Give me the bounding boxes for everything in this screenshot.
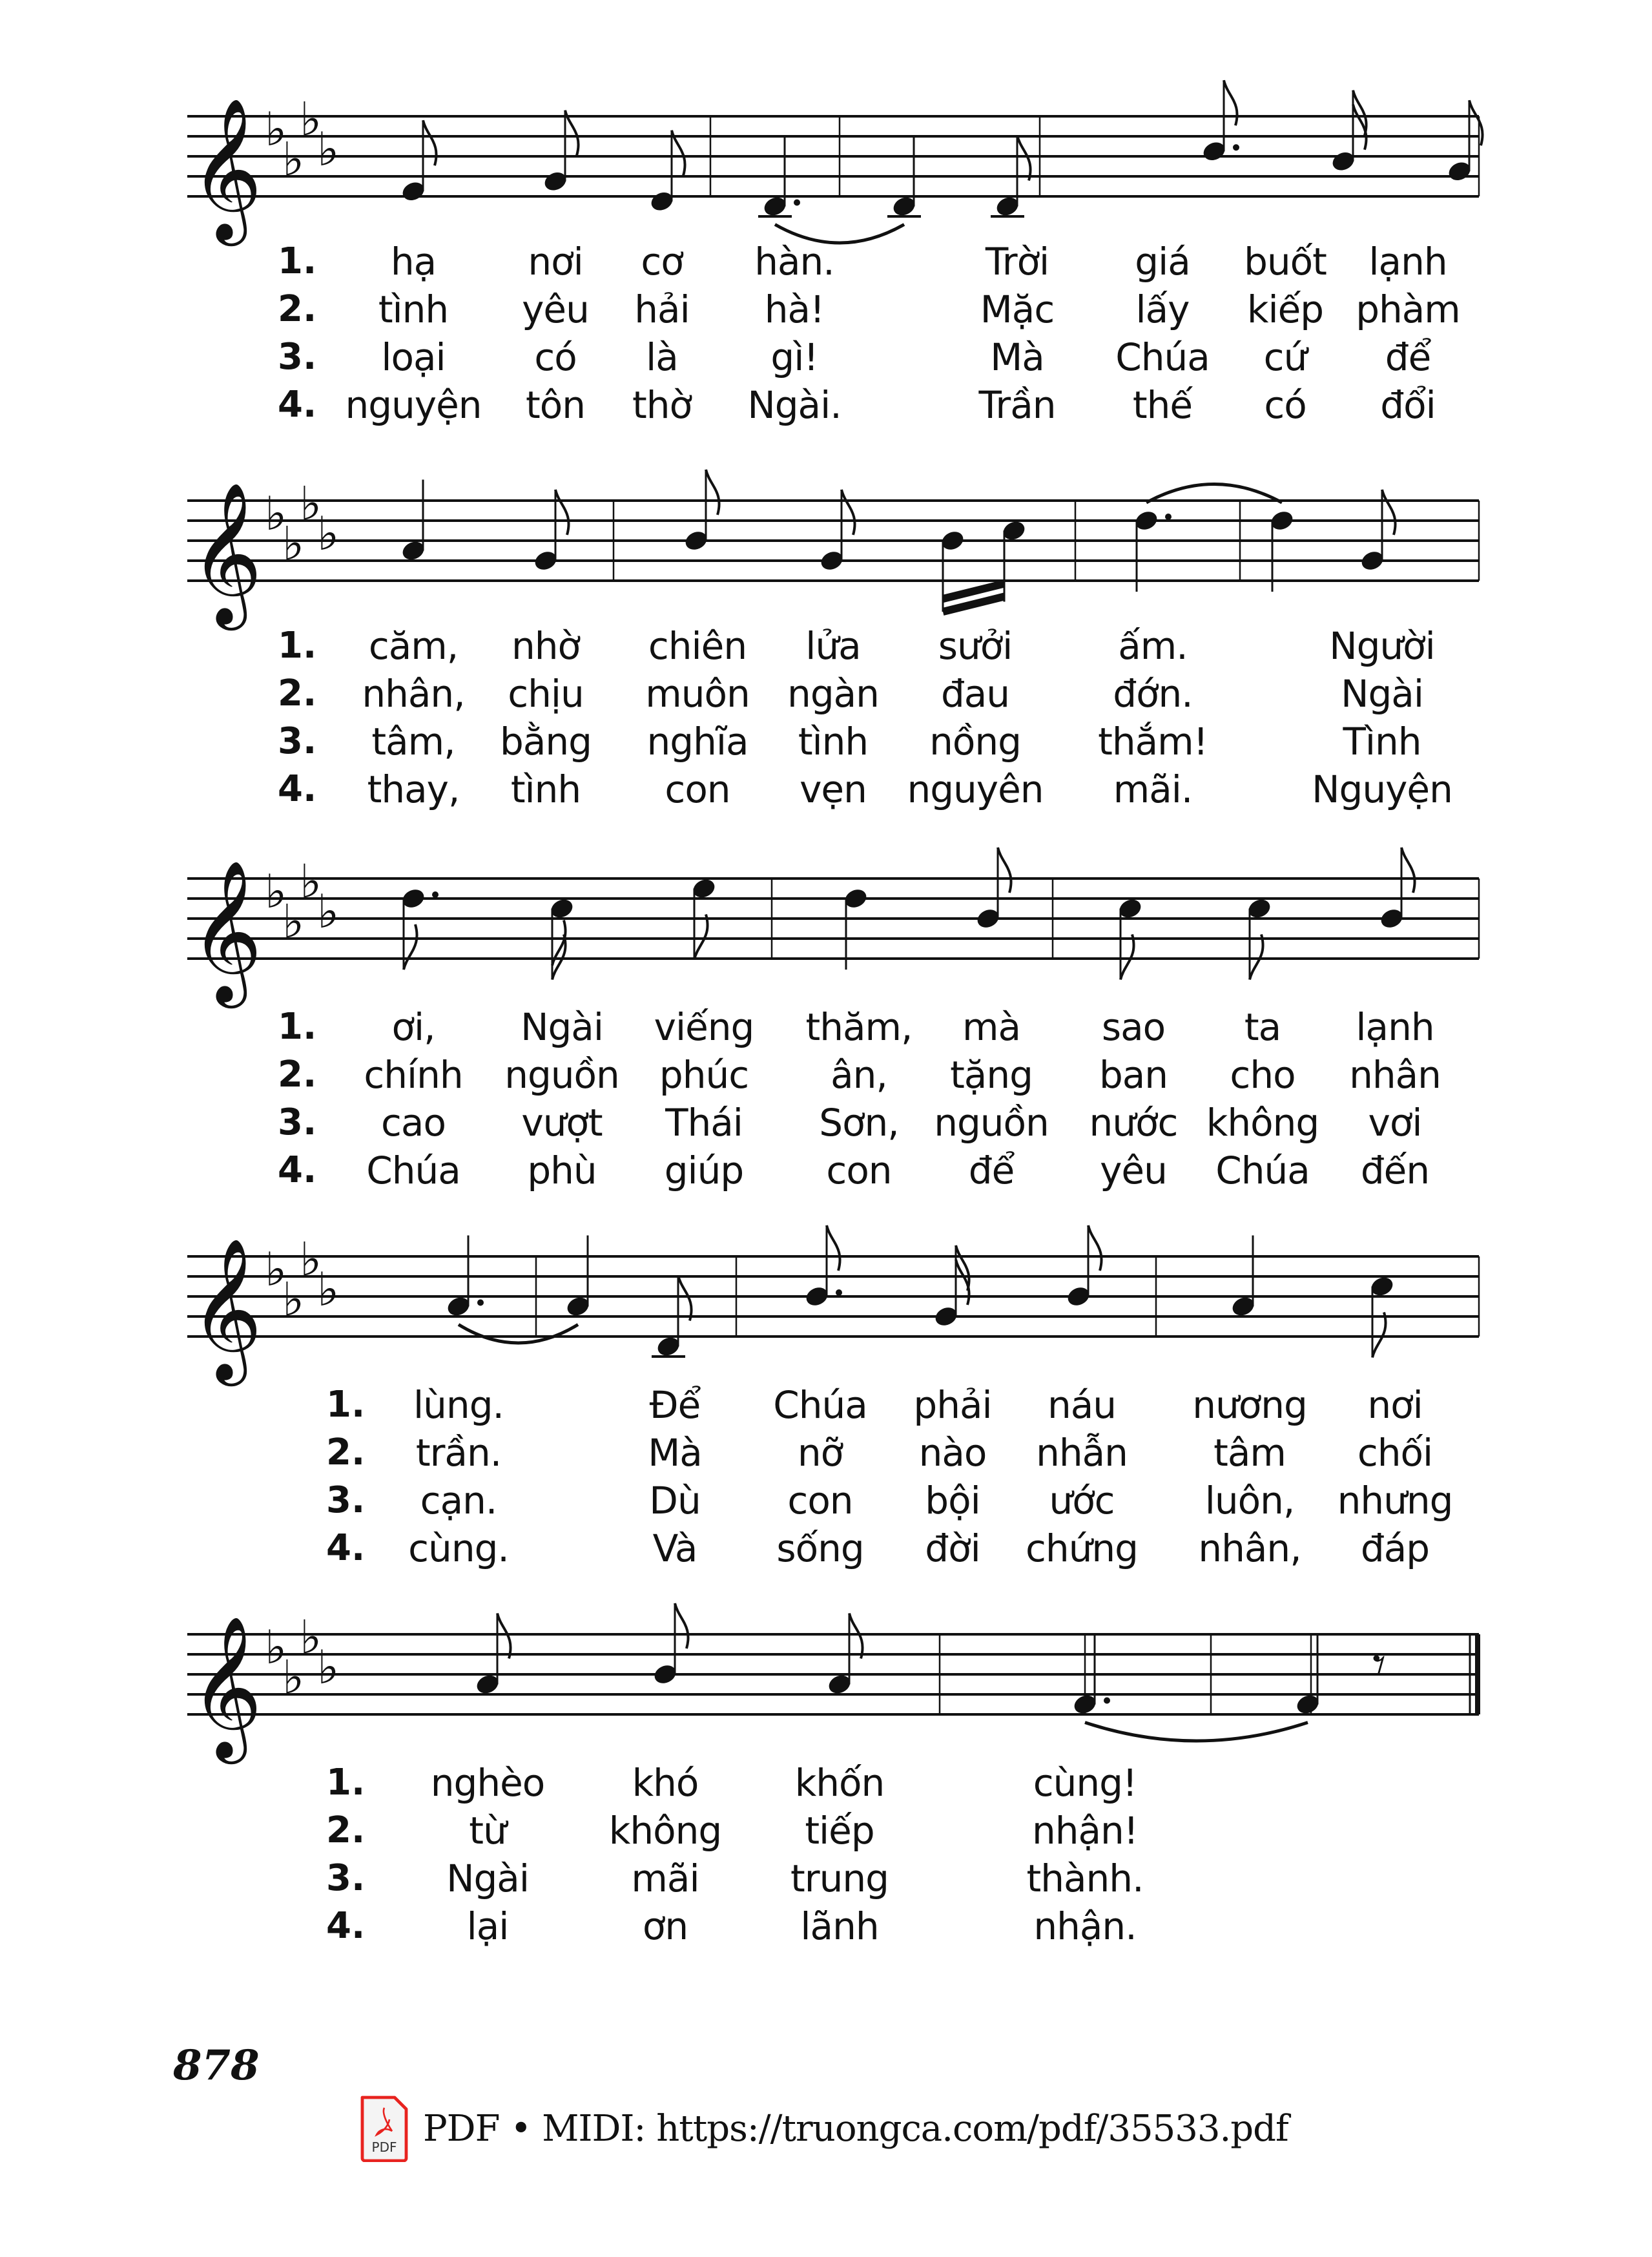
lyric-syllable: tâm (1213, 1431, 1286, 1475)
lyric-syllable: đổi (1380, 383, 1436, 427)
note-quarter (842, 886, 869, 970)
flat-icon: ♭ (282, 516, 304, 571)
lyric-syllable: nguồn (934, 1101, 1049, 1145)
lyric-syllable: Và (652, 1526, 697, 1570)
flat-icon: ♭ (300, 476, 322, 531)
lyric-syllable: trung (790, 1857, 889, 1900)
lyric-syllable: nhân, (1198, 1526, 1301, 1570)
verse-line (0, 287, 1652, 332)
lyric-syllable: sống (776, 1526, 864, 1570)
lyric-syllable: Mặc (980, 287, 1055, 331)
lyric-syllable: tôn (526, 383, 585, 427)
lyric-syllable: gì! (770, 335, 818, 379)
lyric-syllable: Tình (1343, 720, 1421, 764)
lyric-syllable: nguồn (504, 1053, 619, 1097)
flat-icon: ♭ (317, 506, 339, 561)
verse-number: 1. (278, 625, 317, 667)
lyric-syllable: mà (962, 1005, 1021, 1049)
flat-icon: ♭ (265, 1620, 287, 1674)
lyric-syllable: Sơn, (819, 1101, 899, 1145)
pdf-file-icon (358, 2095, 410, 2162)
verse-number: 3. (278, 1101, 317, 1143)
verse-line (0, 1100, 1652, 1145)
lyric-syllable: nghèo (430, 1761, 545, 1805)
flat-icon: ♭ (317, 122, 339, 176)
lyric-syllable: đau (940, 672, 1010, 716)
lyric-syllable: buốt (1244, 240, 1327, 284)
lyric-syllable: cạn. (420, 1479, 497, 1523)
lyric-syllable: Ngài (446, 1857, 529, 1900)
lyric-syllable: Chúa (366, 1149, 460, 1192)
lyric-syllable: Ngài. (747, 383, 841, 427)
footer-link-text[interactable]: PDF • MIDI: https://truongca.com/pdf/35533.pdf (423, 2107, 1288, 2150)
verse-number: 1. (326, 1384, 366, 1426)
lyric-syllable: con (665, 767, 730, 811)
lyric-syllable: để (1385, 335, 1431, 379)
verse-line (0, 1052, 1652, 1097)
note-eighth (1446, 100, 1482, 183)
lyric-syllable: cùng! (1033, 1761, 1137, 1805)
note-eighth (400, 120, 436, 203)
tie (1085, 1723, 1308, 1742)
lyric-syllable: Nguyện (1312, 767, 1452, 811)
flat-icon: ♭ (317, 1262, 339, 1316)
note-eighth (542, 110, 578, 194)
lyric-syllable: nơi (528, 240, 583, 284)
lyric-syllable: ơn (642, 1904, 688, 1948)
lyric-syllable: sao (1101, 1005, 1166, 1049)
lyric-syllable: vẹn (800, 767, 867, 811)
note-sixteenth (1330, 90, 1366, 174)
lyric-syllable: Thái (665, 1101, 743, 1145)
lyric-syllable: có (534, 335, 577, 379)
verse-line (0, 1382, 1652, 1428)
lyric-syllable: nguyện (345, 383, 482, 427)
lyric-syllable: yêu (522, 287, 589, 331)
flat-icon: ♭ (317, 1640, 339, 1694)
treble-clef-icon: 𝄞 (190, 1237, 263, 1380)
lyric-syllable: Trời (985, 240, 1049, 284)
lyric-syllable: nghĩa (646, 720, 749, 764)
lyric-syllable: đến (1360, 1149, 1430, 1192)
lyric-syllable: nhận! (1031, 1809, 1139, 1853)
lyric-syllable: lãnh (800, 1904, 879, 1948)
lyric-syllable: ơi, (391, 1005, 435, 1049)
lyric-syllable: là (646, 335, 678, 379)
lyric-syllable: từ (469, 1809, 506, 1853)
verse-line (0, 623, 1652, 669)
lyric-syllable: ta (1244, 1005, 1281, 1049)
lyric-syllable: yêu (1100, 1149, 1167, 1192)
lyric-syllable: nhưng (1337, 1479, 1453, 1523)
staff-system-4 (187, 1225, 1479, 1386)
lyric-syllable: lạnh (1368, 240, 1447, 284)
verse-line (0, 719, 1652, 764)
lyric-syllable: tình (798, 720, 869, 764)
lyric-syllable: căm, (368, 624, 459, 668)
verse-number: 2. (278, 1054, 317, 1096)
flat-icon: ♭ (265, 102, 287, 156)
lyric-syllable: con (787, 1479, 853, 1523)
lyric-syllable: vơi (1368, 1101, 1422, 1145)
flat-icon: ♭ (300, 92, 322, 147)
lyric-syllable: nhờ (511, 624, 581, 668)
lyric-syllable: nguyên (907, 767, 1044, 811)
verse-number: 4. (278, 384, 317, 426)
lyric-syllable: loại (381, 335, 446, 379)
lyric-syllable: Mà (648, 1431, 702, 1475)
lyric-syllable: Ngài (521, 1005, 603, 1049)
flat-icon: ♭ (300, 1232, 322, 1287)
lyric-syllable: Chúa (1115, 335, 1210, 379)
eighth-rest-icon: 𝄾 (1372, 1634, 1387, 1695)
lyric-syllable: lấy (1135, 287, 1190, 331)
treble-clef-icon: 𝄞 (190, 859, 263, 1002)
lyric-syllable: ban (1099, 1053, 1168, 1097)
lyric-syllable: lạnh (1356, 1005, 1434, 1049)
final-barline (1475, 1634, 1480, 1714)
verse-number: 2. (278, 672, 317, 714)
svg-text:PDF: PDF (371, 2139, 397, 2155)
lyric-syllable: ngàn (787, 672, 879, 716)
flat-icon: ♭ (265, 864, 287, 919)
lyric-syllable: tình (510, 767, 581, 811)
lyric-syllable: Ngài (1341, 672, 1423, 716)
verse-number: 1. (278, 240, 317, 282)
lyric-syllable: để (968, 1149, 1015, 1192)
lyric-syllable: chịu (508, 672, 584, 716)
verse-number: 1. (278, 1006, 317, 1048)
verse-line (0, 382, 1652, 428)
lyric-syllable: tình (378, 287, 449, 331)
page-number: 878 (173, 2041, 260, 2090)
verse-line (0, 767, 1652, 812)
lyric-syllable: chính (364, 1053, 463, 1097)
verse-line (0, 1760, 1652, 1805)
verse-line (0, 1004, 1652, 1050)
lyric-syllable: lùng. (413, 1383, 504, 1427)
lyric-syllable: tặng (950, 1053, 1033, 1097)
lyric-syllable: cơ (641, 240, 683, 284)
lyric-syllable: thăm, (805, 1005, 913, 1049)
lyric-syllable: nhẫn (1036, 1431, 1128, 1475)
staff-system-1 (187, 80, 1483, 246)
lyric-syllable: Mà (990, 335, 1044, 379)
flat-icon: ♭ (265, 1242, 287, 1296)
lyric-syllable: khó (632, 1761, 699, 1805)
treble-clef-icon: 𝄞 (190, 97, 263, 240)
lyric-syllable: chứng (1026, 1526, 1138, 1570)
lyric-syllable: phù (527, 1149, 597, 1192)
verse-number: 3. (278, 336, 317, 378)
lyric-syllable: khốn (794, 1761, 885, 1805)
verse-number: 4. (326, 1905, 366, 1947)
verse-line (0, 1856, 1652, 1901)
lyric-syllable: Dù (649, 1479, 701, 1523)
verse-line (0, 1478, 1652, 1523)
flat-icon: ♭ (317, 884, 339, 939)
lyric-syllable: kiếp (1246, 287, 1324, 331)
verse-line (0, 671, 1652, 716)
flat-icon: ♭ (300, 854, 322, 909)
lyric-syllable: Chúa (1215, 1149, 1310, 1192)
flat-icon: ♭ (282, 1650, 304, 1705)
note-eighth (648, 130, 685, 214)
verse-line (0, 1148, 1652, 1193)
lyric-syllable: nhân (1349, 1053, 1441, 1097)
verse-number: 4. (326, 1527, 366, 1569)
lyric-syllable: có (1264, 383, 1306, 427)
lyric-syllable: lại (466, 1904, 509, 1948)
lyric-syllable: con (826, 1149, 892, 1192)
lyric-syllable: nhận. (1033, 1904, 1137, 1948)
lyric-syllable: hà! (764, 287, 825, 331)
lyric-syllable: nơi (1367, 1383, 1423, 1427)
lyric-syllable: bội (925, 1479, 980, 1523)
lyric-syllable: sưởi (938, 624, 1013, 668)
lyric-syllable: đớn. (1113, 672, 1193, 716)
lyric-syllable: đời (925, 1526, 980, 1570)
lyric-syllable: Người (1329, 624, 1435, 668)
lyric-syllable: hàn. (754, 240, 834, 284)
lyric-syllable: ân, (831, 1053, 887, 1097)
lyric-syllable: cao (381, 1101, 446, 1145)
verse-number: 4. (278, 1149, 317, 1191)
staff-system-5 (187, 1603, 1480, 1764)
verse-number: 1. (326, 1762, 366, 1804)
verse-number: 2. (326, 1809, 366, 1851)
lyric-syllable: Chúa (773, 1383, 867, 1427)
flat-icon: ♭ (282, 1272, 304, 1327)
lyric-syllable: thay, (367, 767, 460, 811)
lyric-syllable: nồng (929, 720, 1021, 764)
lyric-syllable: chiên (648, 624, 747, 668)
lyric-syllable: không (608, 1809, 722, 1853)
lyric-syllable: giúp (664, 1149, 744, 1192)
verse-number: 4. (278, 768, 317, 810)
lyric-syllable: vượt (521, 1101, 603, 1145)
lyric-syllable: đáp (1360, 1526, 1430, 1570)
lyric-syllable: giá (1135, 240, 1190, 284)
lyric-syllable: cùng. (408, 1526, 509, 1570)
lyric-syllable: không (1206, 1101, 1319, 1145)
lyric-syllable: nương (1192, 1383, 1307, 1427)
verse-number: 2. (326, 1431, 366, 1473)
lyric-syllable: ước (1049, 1479, 1115, 1523)
treble-clef-icon: 𝄞 (190, 1615, 263, 1758)
lyric-syllable: nước (1089, 1101, 1178, 1145)
flat-icon: ♭ (282, 132, 304, 187)
lyric-syllable: náu (1047, 1383, 1117, 1427)
lyric-syllable: phàm (1356, 287, 1460, 331)
lyric-syllable: bằng (500, 720, 592, 764)
treble-clef-icon: 𝄞 (190, 481, 263, 624)
lyric-syllable: thắm! (1098, 720, 1208, 764)
verse-line (0, 1904, 1652, 1949)
verse-line (0, 335, 1652, 380)
lyric-syllable: nỡ (797, 1431, 843, 1475)
lyric-syllable: cho (1230, 1053, 1296, 1097)
lyric-syllable: thế (1132, 383, 1193, 427)
lyric-syllable: luôn, (1204, 1479, 1295, 1523)
lyric-syllable: lửa (805, 624, 861, 668)
tie (459, 1325, 578, 1344)
note-dotted-eighth (1201, 80, 1239, 163)
flat-icon: ♭ (300, 1610, 322, 1665)
staff-system-2 (187, 470, 1479, 630)
verse-number: 2. (278, 288, 317, 330)
lyric-syllable: phúc (659, 1053, 749, 1097)
lyric-syllable: trần. (415, 1431, 502, 1475)
lyric-syllable: hạ (390, 240, 437, 284)
verse-line (0, 239, 1652, 284)
lyric-syllable: Trần (978, 383, 1056, 427)
verse-number: 3. (326, 1857, 366, 1899)
lyric-syllable: tâm, (371, 720, 455, 764)
verse-number: 3. (278, 720, 317, 762)
lyric-syllable: ấm. (1118, 624, 1188, 668)
staff-system-3 (187, 848, 1479, 1008)
lyric-syllable: cứ (1263, 335, 1307, 379)
lyric-syllable: nào (918, 1431, 987, 1475)
lyric-syllable: hải (634, 287, 690, 331)
flat-icon: ♭ (282, 894, 304, 949)
lyric-syllable: Để (649, 1383, 701, 1427)
lyric-syllable: thành. (1026, 1857, 1144, 1900)
lyric-syllable: thờ (632, 383, 692, 427)
note-quarter (1268, 508, 1296, 592)
verse-number: 3. (326, 1479, 366, 1521)
lyric-syllable: muôn (645, 672, 750, 716)
lyric-syllable: tiếp (805, 1809, 874, 1853)
lyric-syllable: mãi (631, 1857, 699, 1900)
lyric-syllable: viếng (654, 1005, 754, 1049)
download-footer[interactable] (358, 2093, 1288, 2164)
verse-line (0, 1808, 1652, 1853)
lyric-syllable: phải (913, 1383, 992, 1427)
flat-icon: ♭ (265, 486, 287, 541)
verse-line (0, 1526, 1652, 1571)
lyric-syllable: chối (1357, 1431, 1433, 1475)
verse-line (0, 1430, 1652, 1475)
lyric-syllable: nhân, (362, 672, 465, 716)
lyric-syllable: mãi. (1113, 767, 1193, 811)
